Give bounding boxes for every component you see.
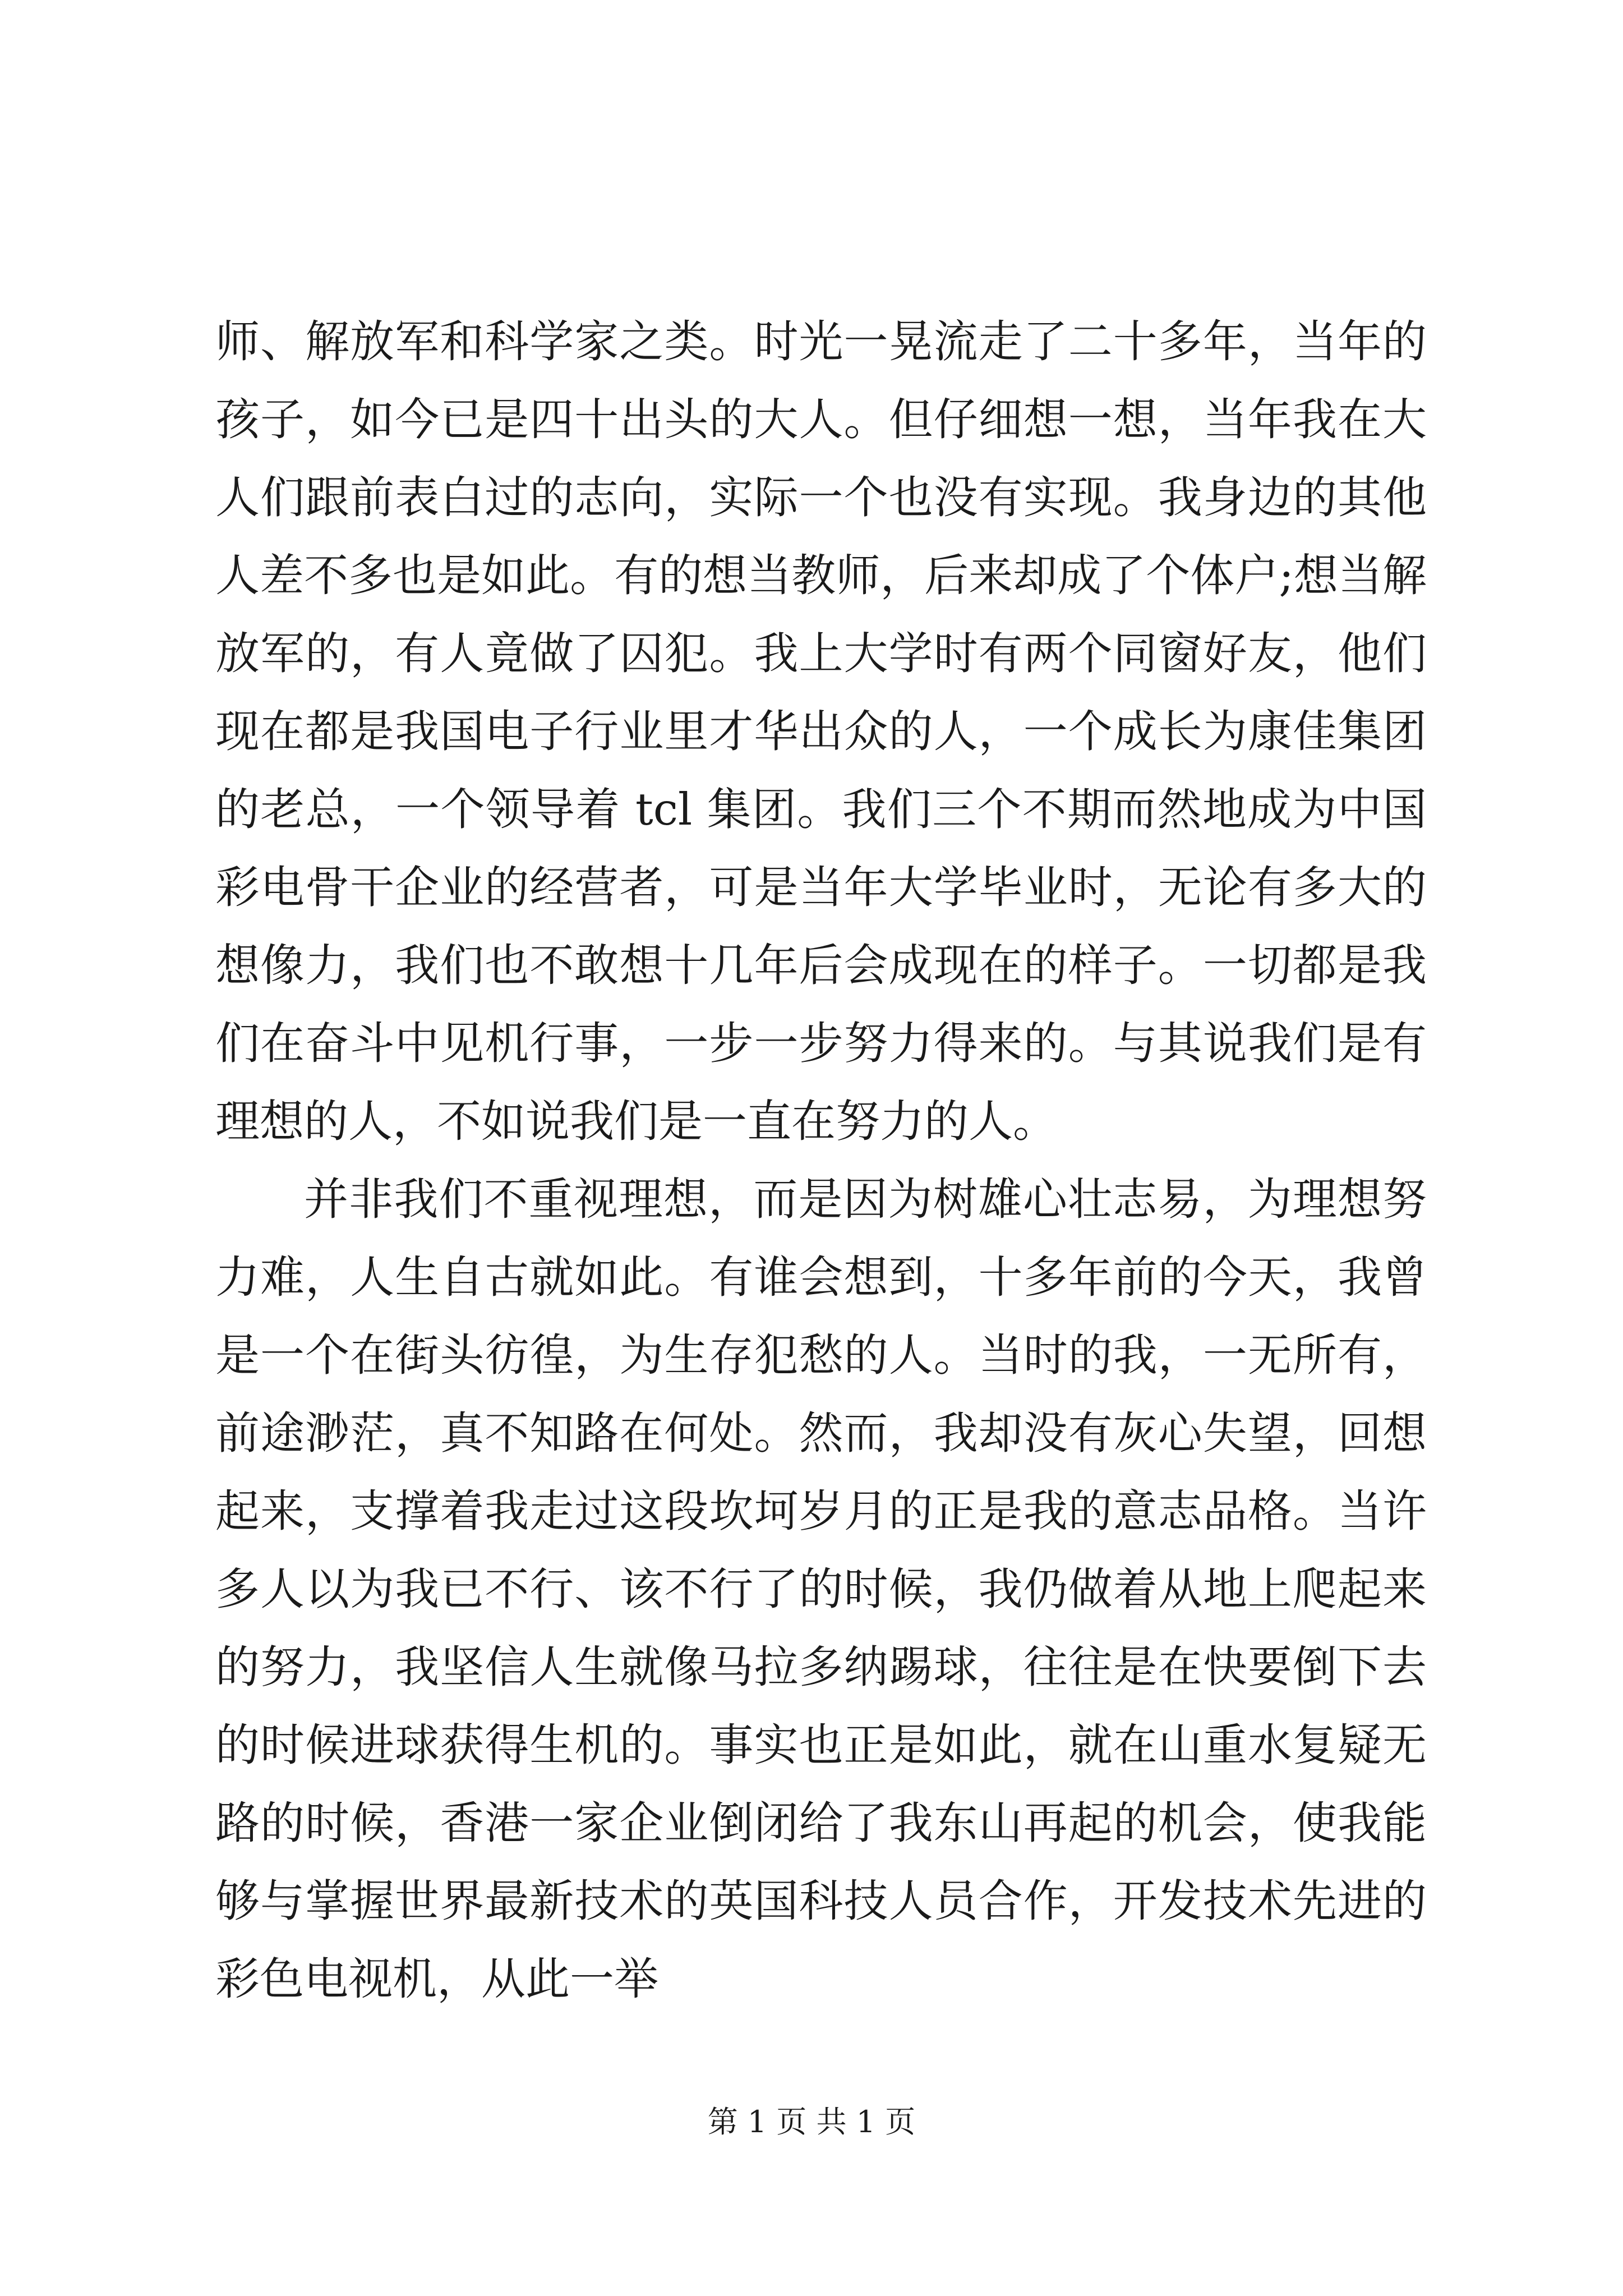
page-footer: 第 1 页 共 1 页 — [707, 2104, 916, 2139]
paragraph-ideals: 并非我们不重视理想，而是因为树雄心壮志易，为理想努力难，人生自古就如此。有谁会想到，十多年前的今天，我曾是一个在街头彷徨，为生存犯愁的人。当时的我，一无所有，前途渺茫，真不知路在何处。然而，我却没有灰心失望，回想起来，支撑着我走过这段坎坷岁月的正是我的意志品格。当许多人以为我已不行、该不行了的时候，我仍做着从地上爬起来的努力，我坚信人生就像马拉多纳踢球，往往是在快要倒下去的时候进球获得生机的。事实也正是如此，就在山重水复疑无路的时候，香港一家企业倒闭给了我东山再起的机会，使我能够与掌握世界最新技术的英国科技人员合作，开发技术先进的彩色电视机，从此一举 — [215, 1174, 1427, 2005]
paragraph-continued: 师、解放军和科学家之类。时光一晃流走了二十多年，当年的孩子，如今已是四十出头的大人。但仔细想一想，当年我在大人们跟前表白过的志向，实际一个也没有实现。我身边的其他人差不多也是如此。有的想当教师，后来却成了个体户;想当解放军的，有人竟做了囚犯。我上大学时有两个同窗好友，他们现在都是我国电子行业里才华出众的人，一个成长为康佳集团的老总，一个领导着 tcl 集团。我们三个不期而然地成为中国彩电骨干企业的经营者，可是当年大学毕业时，无论有多大的想像力，我们也不敢想十几年后会成现在的样子。一切都是我们在奋斗中见机行事，一步一步努力得来的。与其说我们是有理想的人，不如说我们是一直在努力的人。 — [215, 316, 1427, 1147]
document-body — [215, 303, 1427, 2018]
